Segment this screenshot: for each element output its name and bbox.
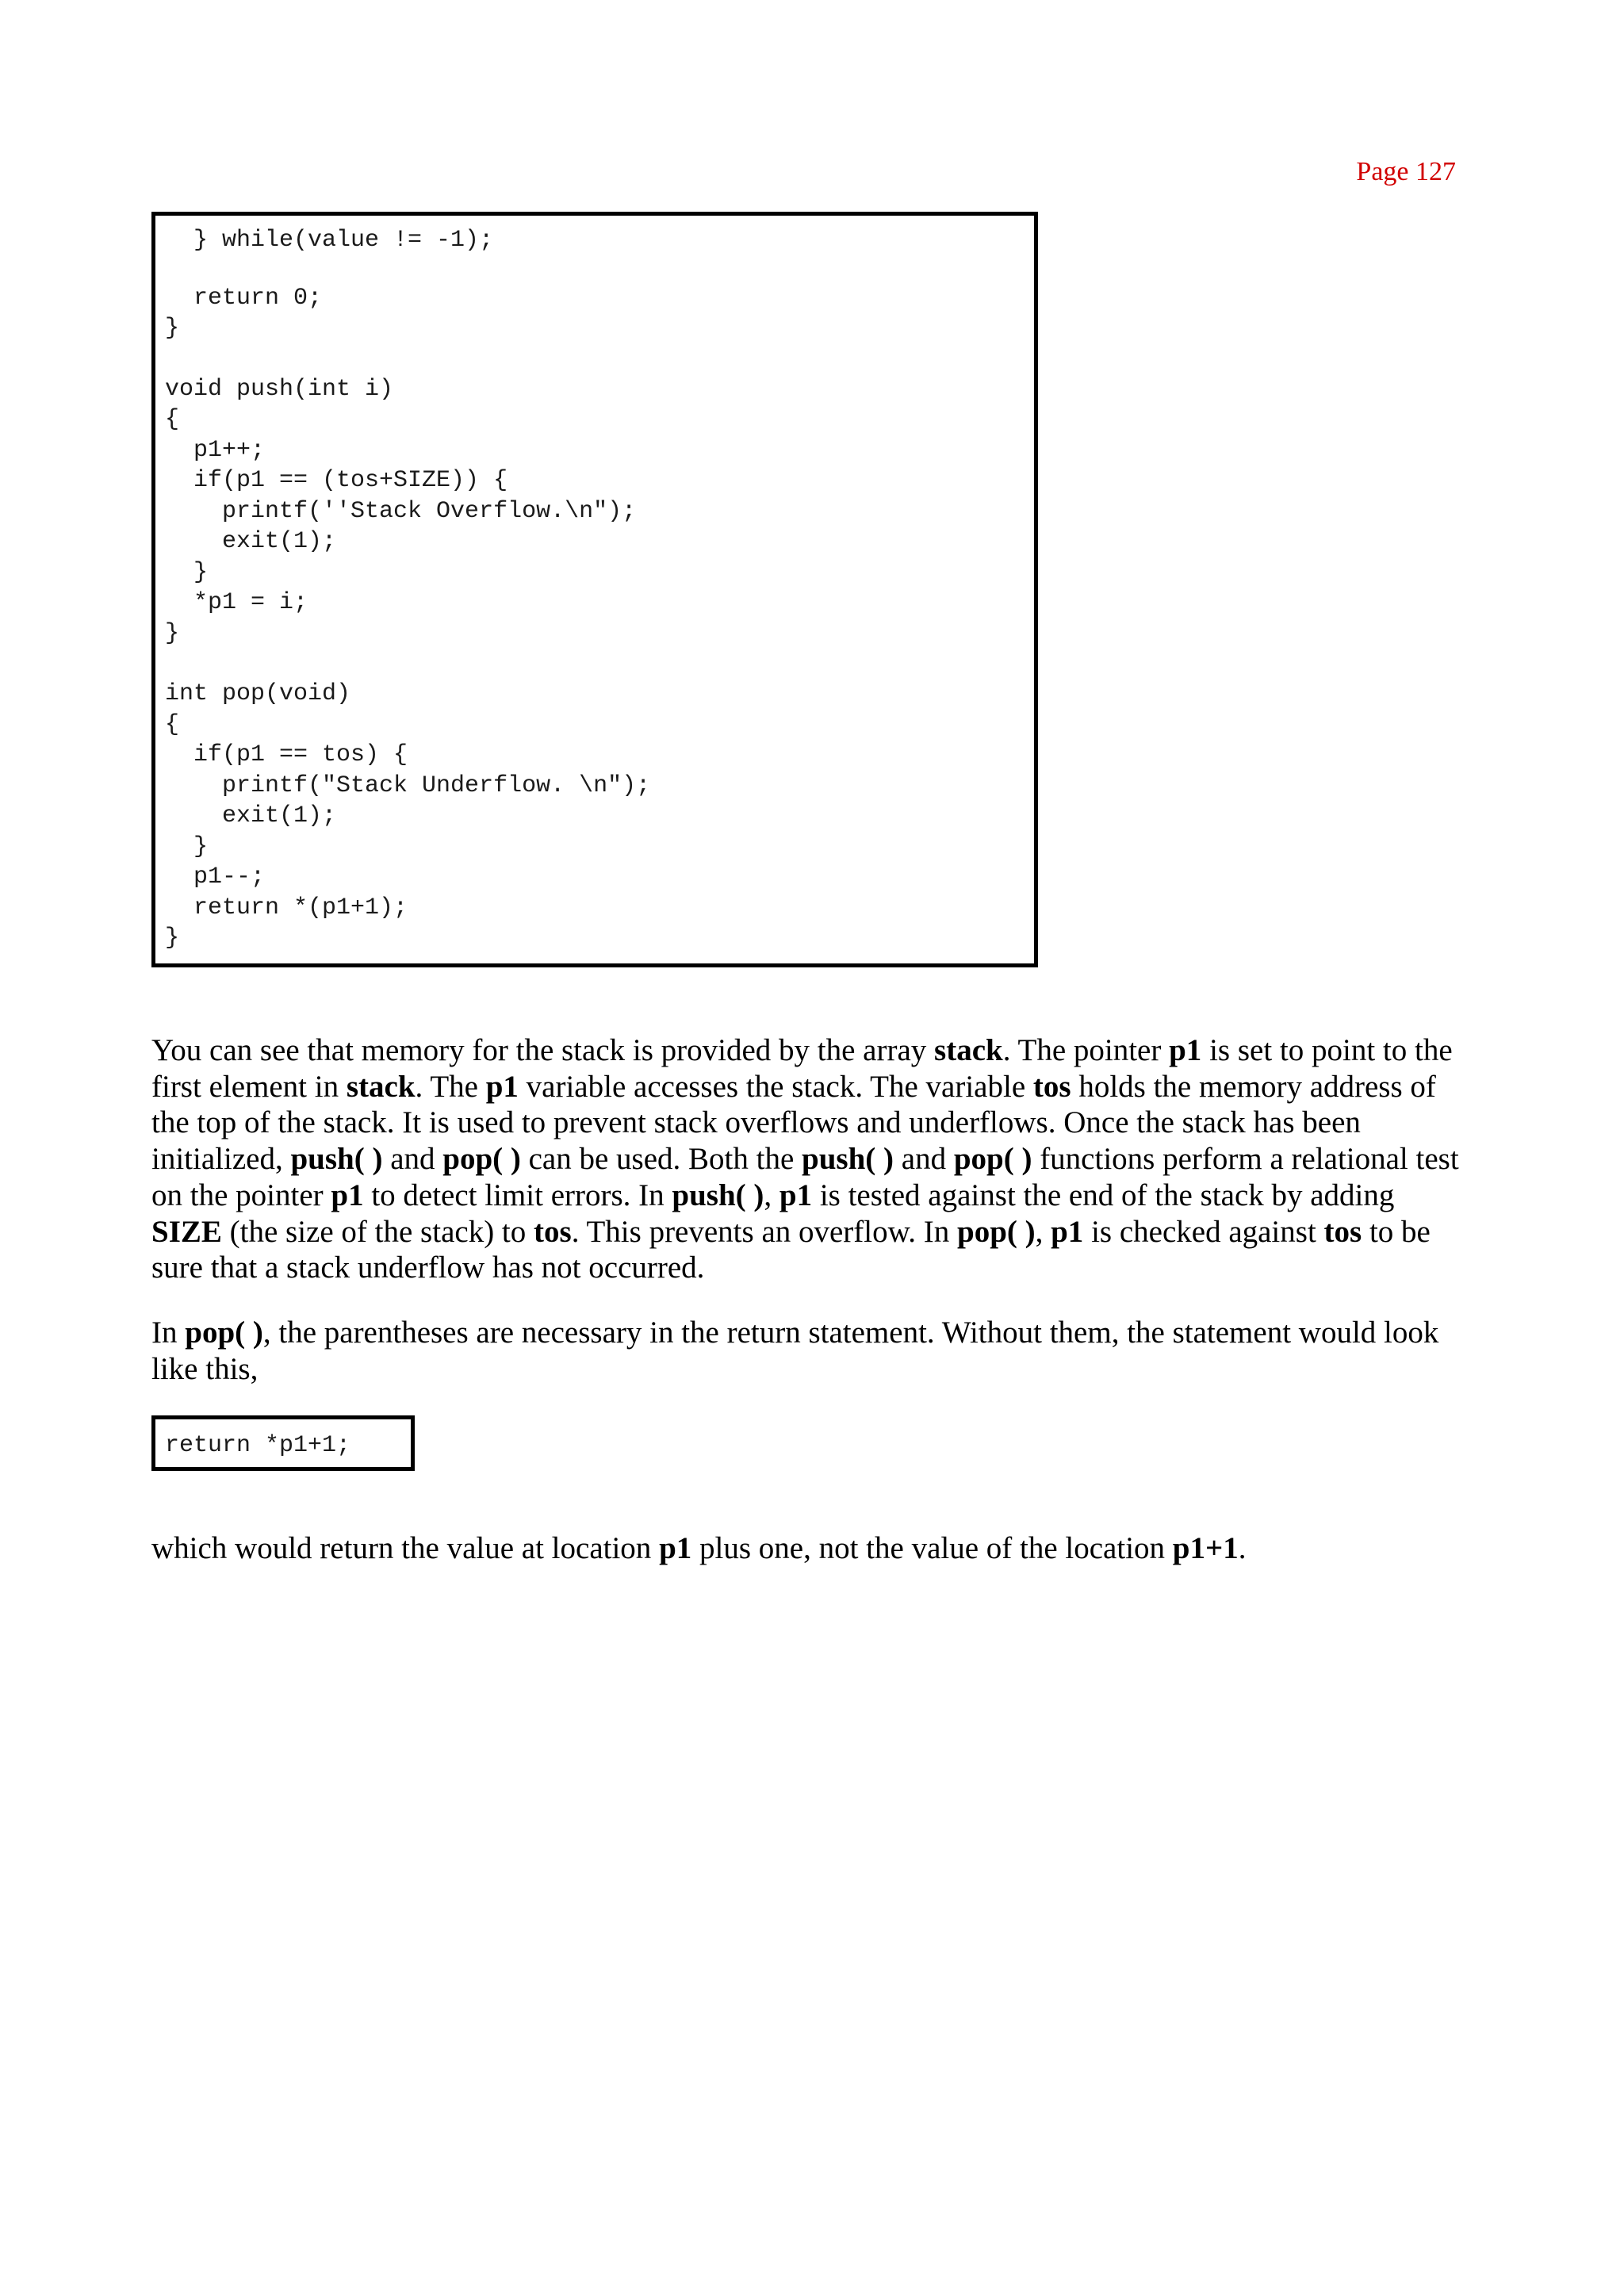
return-code-snippet	[151, 1415, 415, 1471]
code-line: {	[165, 710, 180, 738]
code-line: int pop(void)	[165, 680, 351, 707]
code-listing	[151, 212, 1038, 967]
code-line: p1--;	[165, 864, 266, 890]
code-line: void push(int i)	[165, 375, 394, 403]
code-line: *p1 = i;	[165, 589, 308, 616]
code-line: return *(p1+1);	[165, 894, 408, 921]
code-line: {	[165, 406, 180, 433]
code-line: exit(1);	[165, 528, 337, 555]
code-line: p1++;	[165, 436, 266, 464]
code-line: }	[165, 925, 180, 952]
snippet-text: return *p1+1;	[165, 1432, 351, 1459]
code-line: exit(1);	[165, 802, 337, 829]
code-line: }	[165, 315, 180, 342]
explanation-paragraph: You can see that memory for the stack is provided by the array stack. The pointer p1 is set to point to the first element in stack. The p1 variable accesses the stack. The variable tos holds the memory address of the top of the stack. It is used to prevent stack overflows and underflows. Once the stack has been initialized, push( ) and pop( ) can be used. Both the push( ) and pop( ) functions perform a relational test on the pointer p1 to detect limit errors. In push( ), p1 is tested against the end of the stack by adding SIZE (the size of the stack) to tos. This prevents an overflow. In pop( ), p1 is checked against tos to be sure that a stack underflow has not occurred.	[151, 1033, 1459, 1285]
code-line: printf("Stack Underflow. \n");	[165, 772, 651, 799]
page-number: Page 127	[1356, 157, 1456, 186]
code-line: if(p1 == tos) {	[165, 741, 408, 768]
code-line: } while(value != -1);	[165, 227, 494, 254]
code-line: }	[165, 558, 209, 586]
code-line: }	[165, 833, 209, 860]
code-line: return 0;	[165, 284, 323, 312]
parentheses-paragraph: In pop( ), the parentheses are necessary in the return statement. Without them, the statement would look like this,	[151, 1316, 1439, 1386]
code-line: printf(''Stack Overflow.\n");	[165, 497, 637, 525]
code-text	[165, 225, 1034, 954]
conclusion-paragraph: which would return the value at location p1 plus one, not the value of the location p1+1.	[151, 1531, 1247, 1565]
code-line: }	[165, 619, 180, 647]
code-line: if(p1 == (tos+SIZE)) {	[165, 467, 508, 494]
